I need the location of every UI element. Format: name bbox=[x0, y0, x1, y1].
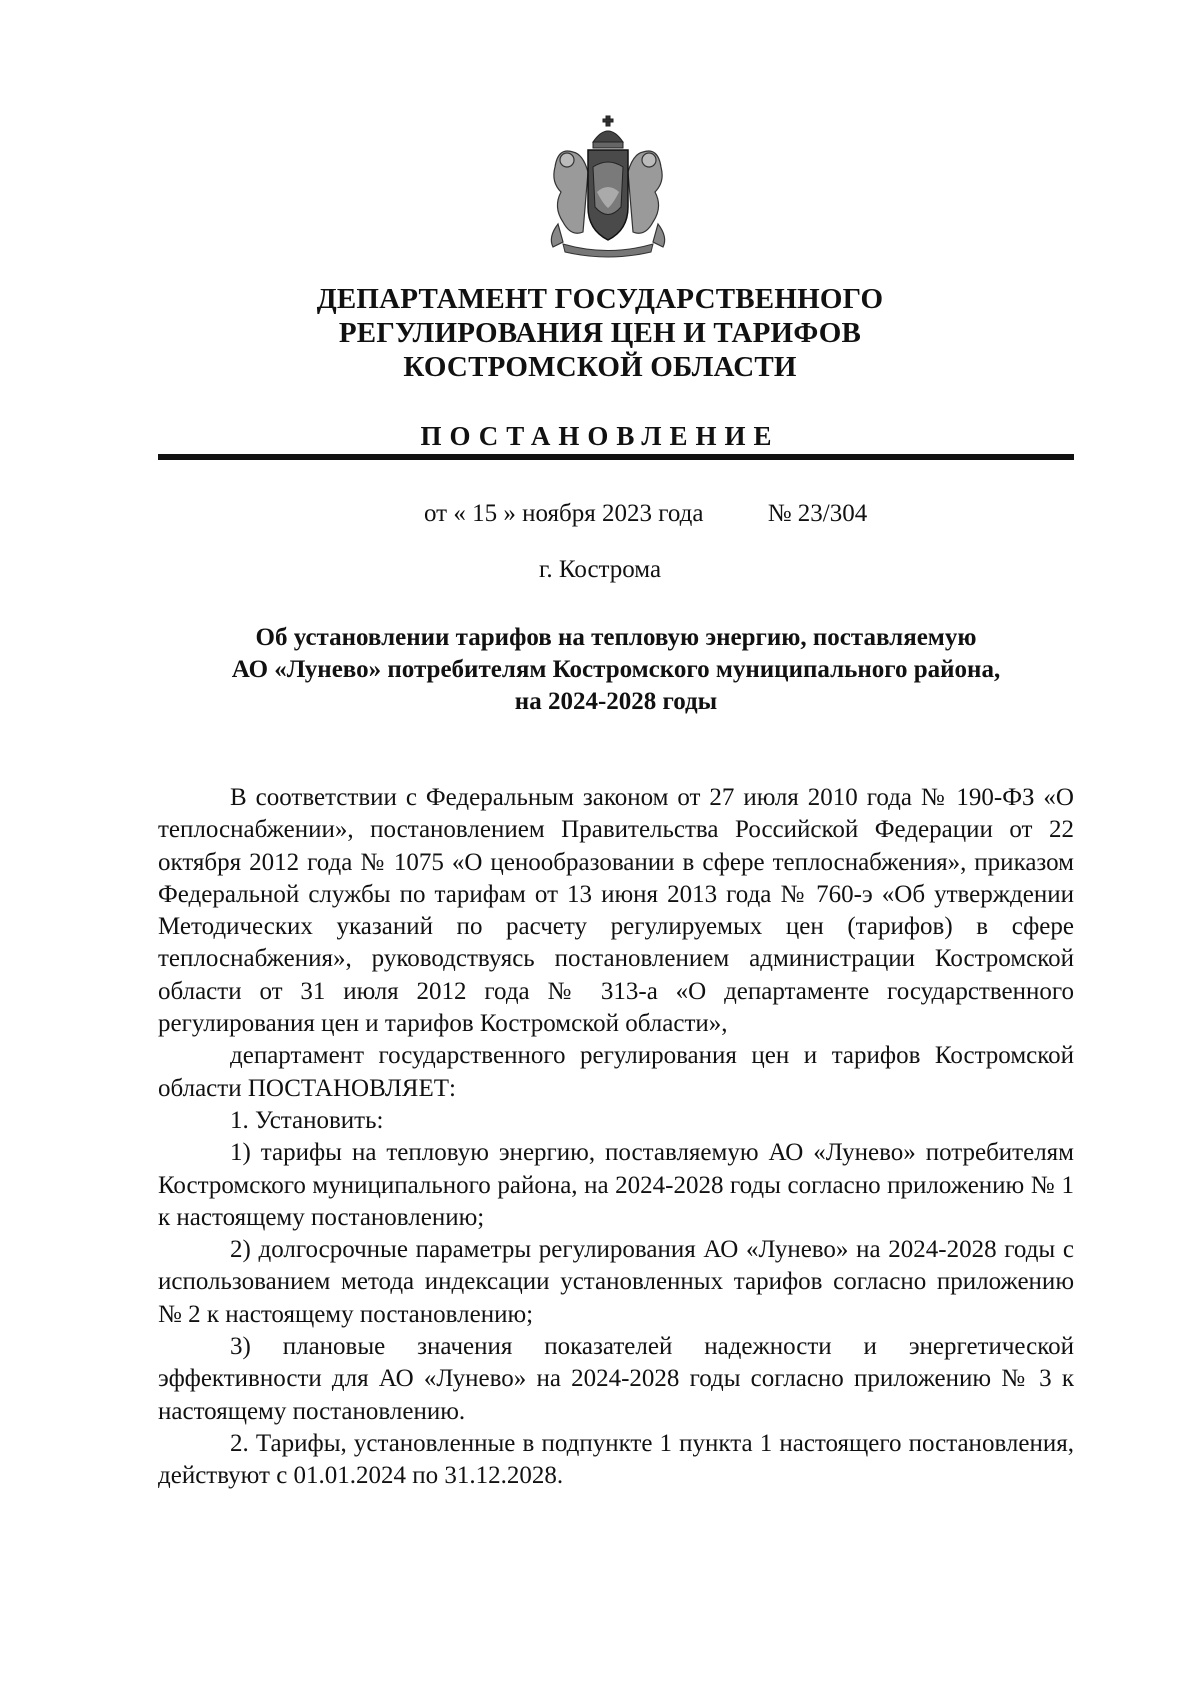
paragraph-subitem-1: 1) тарифы на тепловую энергию, поставляемую АО «Лунево» потребителям Костромского муниципального района, на 2024-2028 годы согласно приложению № 1 к настоящему постановлению; bbox=[158, 1139, 1074, 1231]
department-line-2: РЕГУЛИРОВАНИЯ ЦЕН И ТАРИФОВ bbox=[338, 317, 862, 349]
paragraph-subitem-3: 3) плановые значения показателей надежности и энергетической эффективности для АО «Лунево» на 2024-2028 годы согласно приложению № 3 к настоящему постановлению. bbox=[158, 1333, 1074, 1425]
paragraph-item-2: 2. Тарифы, установленные в подпункте 1 пункта 1 настоящего постановления, действуют с 01.01.2024 по 31.12.2028. bbox=[158, 1429, 1074, 1490]
document-title bbox=[158, 622, 1074, 718]
coat-of-arms-icon bbox=[533, 112, 683, 262]
date-number-line bbox=[424, 500, 867, 528]
paragraph-preamble: В соответствии с Федеральным законом от 27 июля 2010 года № 190-ФЗ «О теплоснабжении», постановлением Правительства Российской Федерации от 22 октября 2012 года № 1075 «О ценообразовании в сфере теплоснабжения», приказом Федеральной службы по тарифам от 13 июня 2013 года № 760-э «Об утверждении Методических указаний по расчету регулируемых цен (тарифов) в сфере теплоснабжения», руководствуясь постановлением администрации Костромской области от 31 июля 2012 года № 313-а «О департаменте государственного регулирования цен и тарифов Костромской области», bbox=[158, 784, 1074, 1038]
paragraph-resolves: департамент государственного регулирования цен и тарифов Костромской области ПОСТАНОВЛЯЕТ: bbox=[158, 1042, 1074, 1102]
paragraph-item-1: 1. Установить: bbox=[230, 1106, 384, 1134]
document-date: от « 15 » ноября 2023 года bbox=[424, 500, 704, 527]
department-name bbox=[200, 282, 1000, 384]
document-city: г. Кострома bbox=[538, 556, 662, 583]
header-divider bbox=[158, 454, 1074, 460]
department-line-3: КОСТРОМСКОЙ ОБЛАСТИ bbox=[403, 351, 797, 383]
title-line-3: на 2024-2028 годы bbox=[514, 688, 718, 715]
paragraph-subitem-2: 2) долгосрочные параметры регулирования АО «Лунево» на 2024-2028 годы с использованием метода индексации установленных тарифов согласно приложению № 2 к настоящему постановлению; bbox=[158, 1236, 1074, 1328]
title-line-2: АО «Лунево» потребителям Костромского муниципального района, bbox=[231, 656, 1001, 683]
document-body bbox=[158, 782, 1074, 1493]
title-line-1: Об установлении тарифов на тепловую энергию, поставляемую bbox=[255, 624, 977, 651]
department-line-1: ДЕПАРТАМЕНТ ГОСУДАРСТВЕННОГО bbox=[316, 283, 884, 315]
document-number: № 23/304 bbox=[767, 500, 868, 527]
document-type: ПОСТАНОВЛЕНИЕ bbox=[420, 421, 780, 451]
